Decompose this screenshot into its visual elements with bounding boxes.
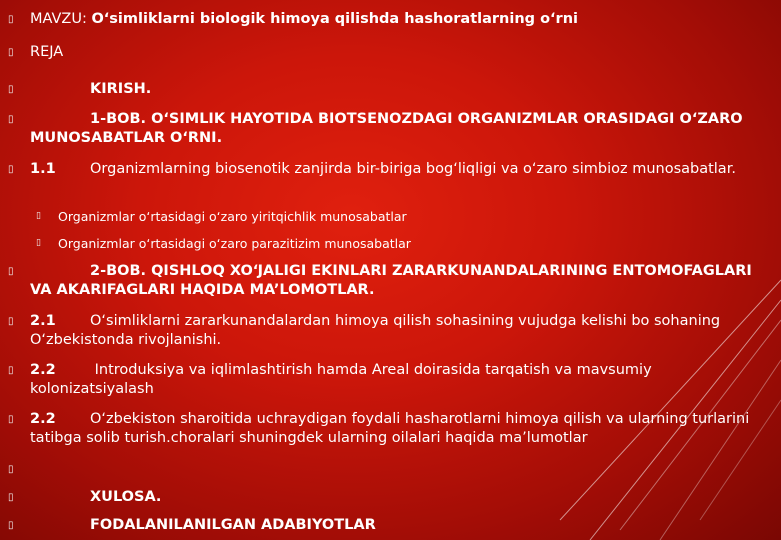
page-title: O‘simliklarni biologik himoya qilishda hashoratlarning o‘rni [91, 11, 578, 27]
outline-item-text: O‘zbekiston sharoitida uchraydigan foydali hasharotlarni himoya qilish va ularning turlarini tatibga solib turish.choralari shuningdek ularning oilalari haqida ma’lumotlar [30, 411, 750, 446]
bullet-icon: ▯ [8, 365, 14, 376]
bullet-icon: ▯ [36, 238, 41, 248]
outline-item-text: 2-BOB. QISHLOQ XO‘JALIGI EKINLARI ZARARKUNANDALARINING ENTOMOFAGLARI VA AKARIFAGLARI HAQIDA MA’LOMOTLAR. [30, 263, 752, 298]
sub-item [36, 234, 781, 253]
outline-item-text: 1-BOB. O‘SIMLIK HAYOTIDA BIOTSENOZDAGI ORGANIZMLAR ORASIDAGI O‘ZARO MUNOSABATLAR O‘RNI. [30, 111, 743, 146]
outline-item-number: 1.1 [30, 161, 56, 177]
bullet-icon: ▯ [8, 14, 14, 25]
outline-item-number: 2.2 [30, 362, 56, 378]
outline-item-text: Introduksiya va iqlimlashtirish hamda Areal doirasida tarqatish va mavsumiy kolonizatsiyalash [30, 362, 652, 397]
sub-item-text: Organizmlar o‘rtasidagi o‘zaro parazitizim munosabatlar [58, 236, 411, 251]
bullet-icon: ▯ [8, 114, 14, 125]
outline-item-number: 2.2 [30, 411, 56, 427]
outline-item-text: XULOSA. [90, 489, 162, 505]
outline-item-text: FODALANILANILGAN ADABIYOTLAR [90, 517, 376, 533]
bullet-icon: ▯ [8, 266, 14, 277]
outline-item-text: KIRISH. [90, 81, 152, 97]
outline-item-number: 2.1 [30, 313, 56, 329]
bullet-icon: ▯ [8, 520, 14, 531]
sub-item-text: Organizmlar o‘rtasidagi o‘zaro yiritqichlik munosabatlar [58, 209, 407, 224]
bullet-icon: ▯ [8, 316, 14, 327]
outline-item-text: O‘simliklarni zararkunandalardan himoya qilish sohasining vujudga kelishi bo sohaning O‘zbekistonda rivojlanishi. [30, 313, 721, 348]
bullet-icon: ▯ [8, 414, 14, 425]
bullet-icon: ▯ [36, 211, 41, 221]
outline-item-text: Organizmlarning biosenotik zanjirda bir-biriga bog‘liqligi va o‘zaro simbioz munosabatlar. [90, 161, 736, 177]
title-prefix: MAVZU: [30, 11, 87, 27]
bullet-icon: ▯ [8, 164, 14, 175]
bullet-icon: ▯ [8, 492, 14, 503]
bullet-icon: ▯ [8, 464, 14, 475]
bullet-icon: ▯ [8, 47, 14, 58]
reja-label: REJA [30, 44, 64, 60]
sub-item [36, 207, 781, 226]
bullet-icon: ▯ [8, 84, 14, 95]
